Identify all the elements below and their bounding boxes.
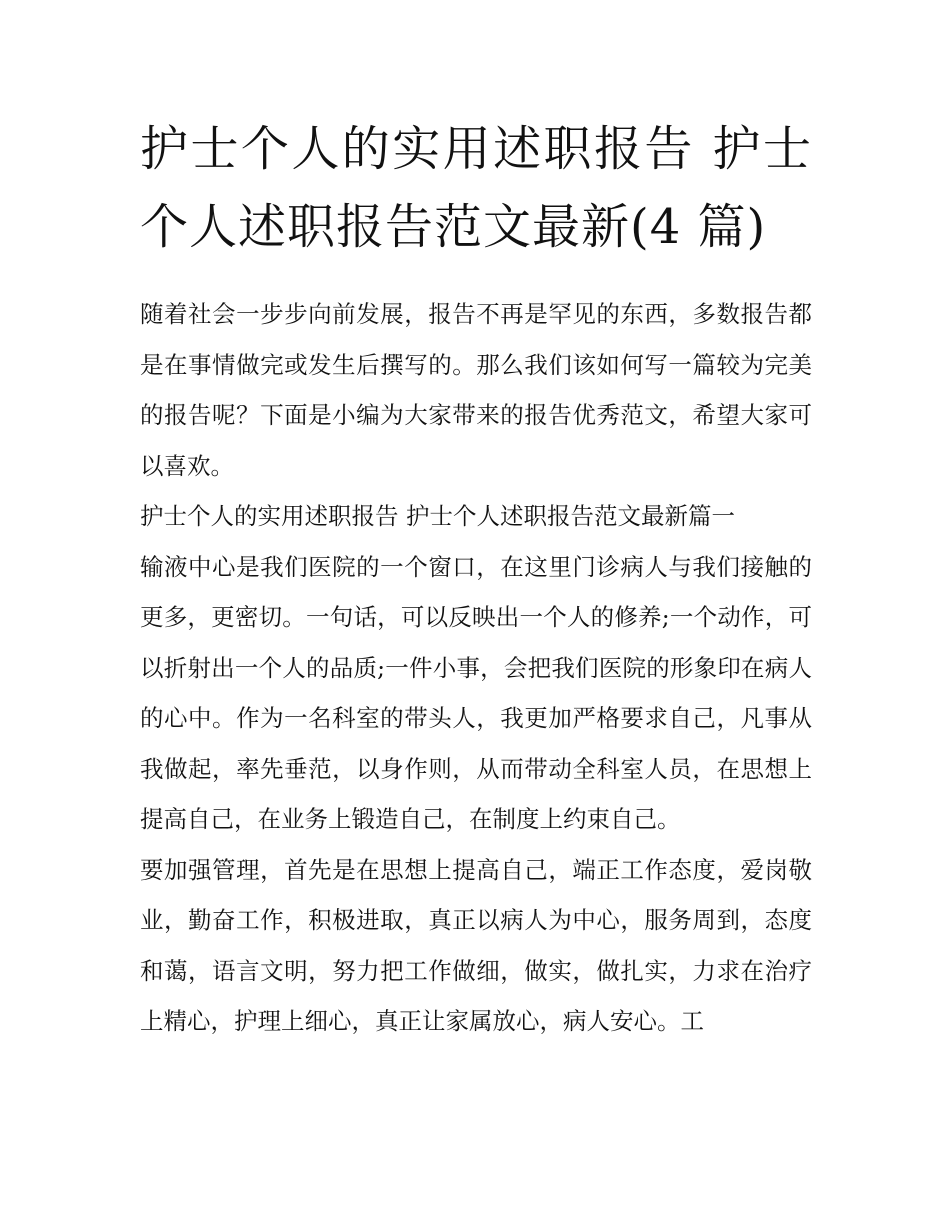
body-paragraph: 输液中心是我们医院的一个窗口，在这里门诊病人与我们接触的更多，更密切。一句话，可以反映出一个人的修养;一个动作，可以折射出一个人的品质;一件小事，会把我们医院的形象印在病人的心中。作为一名科室的带头人，我更加严格要求自己，凡事从我做起，率先垂范，以身作则，从而带动全科室人员，在思想上提高自己，在业务上锻造自己，在制度上约束自己。: [140, 552, 812, 833]
document-body: [140, 110, 812, 1047]
section-heading: 护士个人的实用述职报告 护士个人述职报告范文最新篇一: [140, 502, 735, 530]
document-title: 护士个人的实用述职报告 护士个人述职报告范文最新(4 篇): [140, 121, 812, 255]
intro-paragraph: 随着社会一步步向前发展，报告不再是罕见的东西，多数报告都是在事情做完或发生后撰写的。那么我们该如何写一篇较为完美的报告呢？下面是小编为大家带来的报告优秀范文，希望大家可以喜欢。: [140, 300, 812, 480]
body-paragraph: 要加强管理，首先是在思想上提高自己，端正工作态度，爱岗敬业，勤奋工作，积极进取，真正以病人为中心，服务周到，态度和蔼，语言文明，努力把工作做细，做实，做扎实，力求在治疗上精心，护理上细心，真正让家属放心，病人安心。工: [140, 855, 812, 1035]
